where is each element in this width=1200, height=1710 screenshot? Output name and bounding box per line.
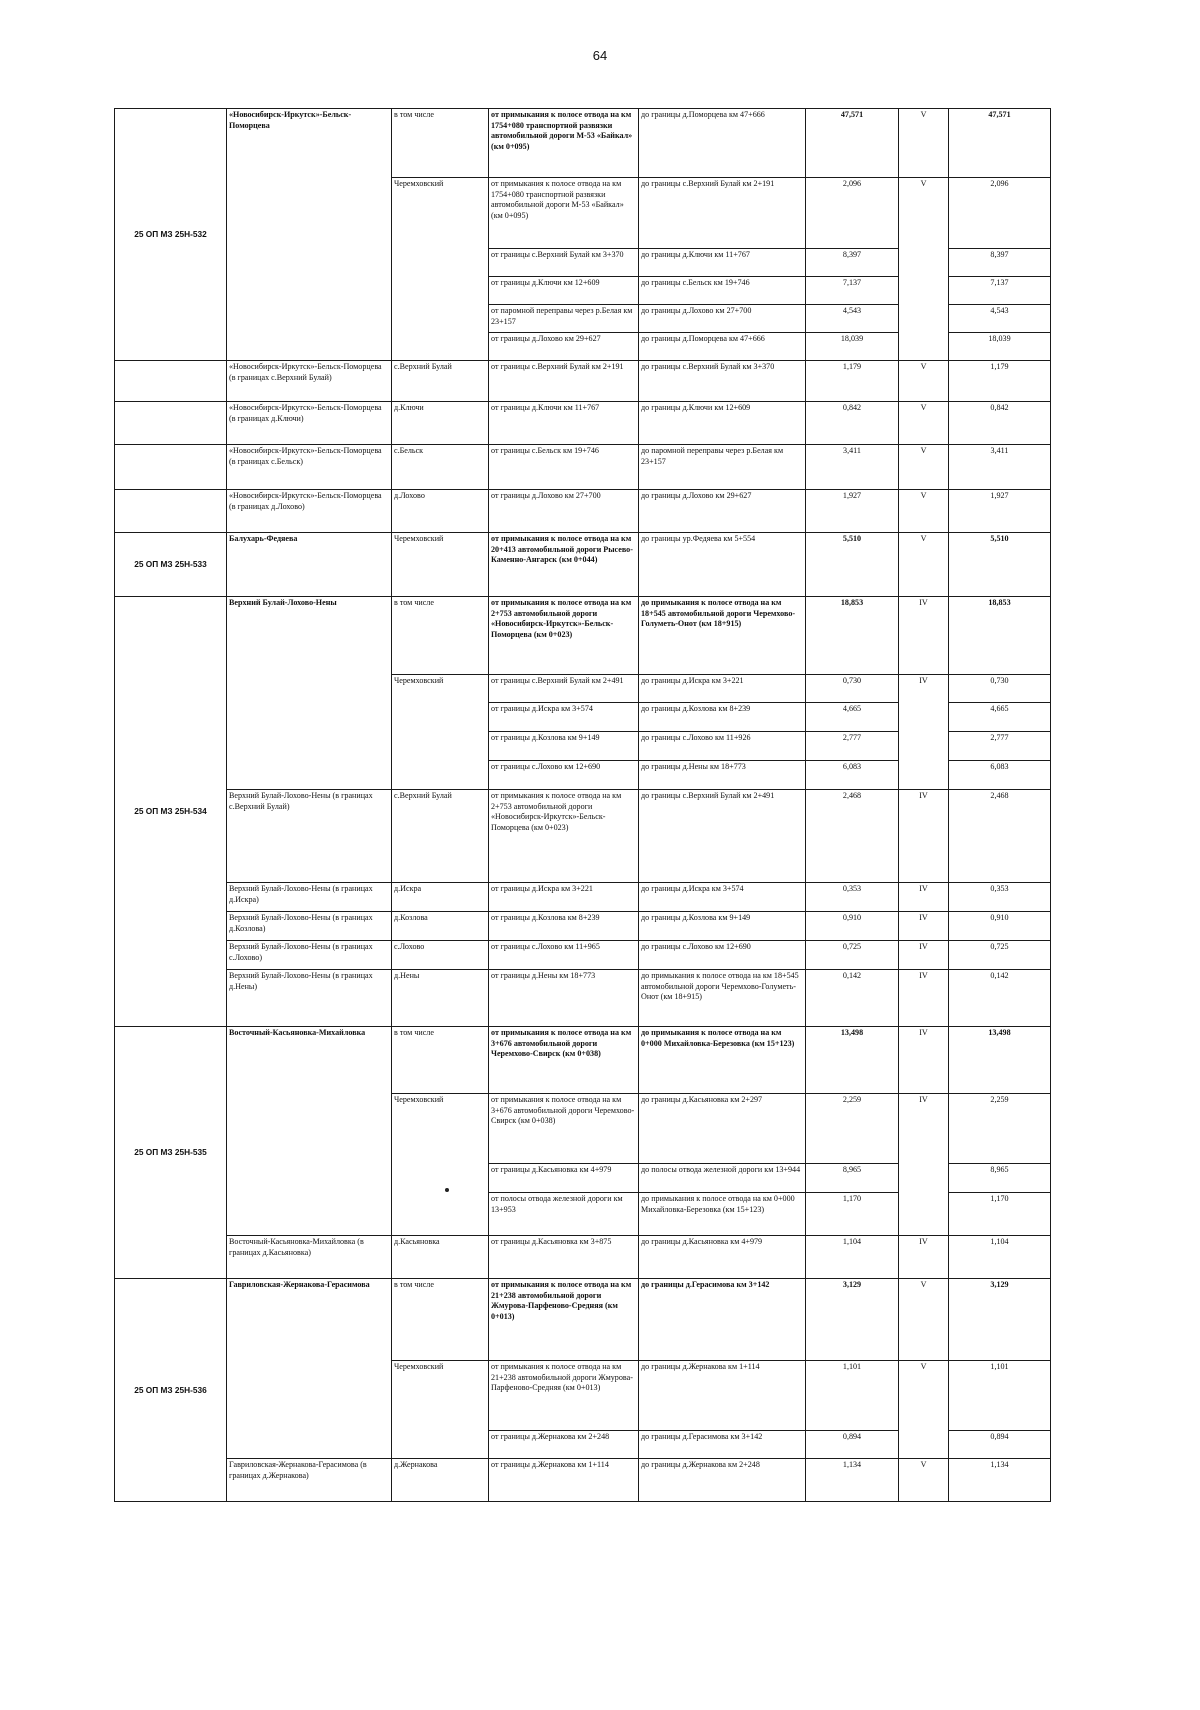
total: 0,353 (949, 883, 1051, 912)
segment-from: от паромной переправы через р.Белая км 23+157 (489, 305, 639, 333)
district: в том числе (392, 1279, 489, 1361)
category: IV (899, 1027, 949, 1094)
segment-from: от границы д.Лохово км 27+700 (489, 490, 639, 533)
total: 0,842 (949, 402, 1051, 445)
length: 0,725 (806, 941, 899, 970)
road-name: Верхний Булай-Лохово-Нены (в границах с.Верхний Булай) (227, 790, 392, 883)
segment-to: до границы д.Герасимова км 3+142 (639, 1279, 806, 1361)
segment-to: до примыкания к полосе отвода на км 0+000 Михайловка-Березовка (км 15+123) (639, 1193, 806, 1236)
table-row (115, 883, 1051, 912)
road-name: Верхний Булай-Лохово-Нены (в границах с.Лохово) (227, 941, 392, 970)
road-code: 25 ОП МЗ 25Н-535 (115, 1027, 227, 1279)
length: 18,039 (806, 333, 899, 361)
segment-to: до границы с.Лохово км 12+690 (639, 941, 806, 970)
district: Черемховский (392, 675, 489, 790)
segment-to: до границы д.Искра км 3+574 (639, 883, 806, 912)
category: IV (899, 1094, 949, 1236)
segment-to: до границы д.Касьяновка км 2+297 (639, 1094, 806, 1164)
category: V (899, 533, 949, 597)
segment-from: от примыкания к полосе отвода на км 21+238 автомобильной дороги Жмурова-Парфеново-Средняя (км 0+013) (489, 1361, 639, 1431)
category: IV (899, 883, 949, 912)
road-name: «Новосибирск-Иркутск»-Бельск-Поморцева (в границах д.Лохово) (227, 490, 392, 533)
segment-to: до границы д.Герасимова км 3+142 (639, 1431, 806, 1459)
length: 47,571 (806, 109, 899, 178)
district: в том числе (392, 109, 489, 178)
total: 2,259 (949, 1094, 1051, 1164)
length: 2,096 (806, 178, 899, 249)
segment-to: до границы д.Жернакова км 1+114 (639, 1361, 806, 1431)
road-name: Восточный-Касьяновка-Михайловка (в границах д.Касьяновка) (227, 1236, 392, 1279)
road-name: Верхний Булай-Лохово-Нены (в границах д.Искра) (227, 883, 392, 912)
segment-from: от границы д.Касьяновка км 3+875 (489, 1236, 639, 1279)
segment-from: от границы с.Лохово км 11+965 (489, 941, 639, 970)
district: д.Нены (392, 970, 489, 1027)
total: 0,725 (949, 941, 1051, 970)
segment-to: до границы д.Поморцева км 47+666 (639, 109, 806, 178)
length: 1,927 (806, 490, 899, 533)
road-name: Гавриловская-Жернакова-Герасимова (227, 1279, 392, 1459)
category: IV (899, 790, 949, 883)
segment-to: до границы д.Поморцева км 47+666 (639, 333, 806, 361)
total: 8,965 (949, 1164, 1051, 1193)
segment-to: до границы ур.Федяева км 5+554 (639, 533, 806, 597)
table-row (115, 1279, 1051, 1361)
length: 18,853 (806, 597, 899, 675)
district: д.Касьяновка (392, 1236, 489, 1279)
district: в том числе (392, 1027, 489, 1094)
segment-to: до границы д.Касьяновка км 4+979 (639, 1236, 806, 1279)
district: Черемховский (392, 1094, 489, 1236)
length: 1,104 (806, 1236, 899, 1279)
segment-from: от границы д.Жернакова км 2+248 (489, 1431, 639, 1459)
total: 1,101 (949, 1361, 1051, 1431)
length: 2,259 (806, 1094, 899, 1164)
length: 0,730 (806, 675, 899, 703)
road-name: Верхний Булай-Лохово-Нены (227, 597, 392, 790)
length: 2,468 (806, 790, 899, 883)
table-row (115, 109, 1051, 178)
road-name: Верхний Булай-Лохово-Нены (в границах д.Нены) (227, 970, 392, 1027)
category: V (899, 402, 949, 445)
segment-from: от границы д.Искра км 3+574 (489, 703, 639, 732)
district: в том числе (392, 597, 489, 675)
district: д.Лохово (392, 490, 489, 533)
segment-from: от границы д.Ключи км 11+767 (489, 402, 639, 445)
segment-to: до границы д.Искра км 3+221 (639, 675, 806, 703)
length: 13,498 (806, 1027, 899, 1094)
category: V (899, 1459, 949, 1502)
segment-from: от границы д.Нены км 18+773 (489, 970, 639, 1027)
total: 7,137 (949, 277, 1051, 305)
length: 7,137 (806, 277, 899, 305)
length: 3,411 (806, 445, 899, 490)
segment-to: до границы д.Лохово км 29+627 (639, 490, 806, 533)
total: 4,665 (949, 703, 1051, 732)
total: 1,170 (949, 1193, 1051, 1236)
segment-from: от границы д.Лохово км 29+627 (489, 333, 639, 361)
total: 5,510 (949, 533, 1051, 597)
total: 2,096 (949, 178, 1051, 249)
segment-to: до паромной переправы через р.Белая км 23+157 (639, 445, 806, 490)
total: 18,853 (949, 597, 1051, 675)
total: 47,571 (949, 109, 1051, 178)
segment-to: до границы д.Жернакова км 2+248 (639, 1459, 806, 1502)
segment-to: до примыкания к полосе отвода на км 18+545 автомобильной дороги Черемхово-Голуметь-Онот (км 18+915) (639, 597, 806, 675)
table-row (115, 597, 1051, 675)
length: 5,510 (806, 533, 899, 597)
segment-from: от примыкания к полосе отвода на км 1754+080 транспортной развязки автомобильной дороги М-53 «Байкал» (км 0+095) (489, 178, 639, 249)
stray-dot-mark (445, 1188, 449, 1192)
total: 0,910 (949, 912, 1051, 941)
segment-from: от примыкания к полосе отвода на км 3+676 автомобильной дороги Черемхово-Свирск (км 0+038) (489, 1094, 639, 1164)
segment-to: до границы с.Верхний Булай км 2+491 (639, 790, 806, 883)
segment-to: до границы с.Верхний Булай км 2+191 (639, 178, 806, 249)
length: 1,101 (806, 1361, 899, 1431)
category: V (899, 361, 949, 402)
road-code: 25 ОП МЗ 25Н-533 (115, 533, 227, 597)
category: IV (899, 912, 949, 941)
total: 1,927 (949, 490, 1051, 533)
category: V (899, 1279, 949, 1361)
table-row (115, 941, 1051, 970)
table-row (115, 970, 1051, 1027)
segment-from: от примыкания к полосе отвода на км 2+753 автомобильной дороги «Новосибирск-Иркутск»-Бельск-Поморцева (км 0+023) (489, 597, 639, 675)
district: д.Ключи (392, 402, 489, 445)
length: 0,142 (806, 970, 899, 1027)
total: 1,179 (949, 361, 1051, 402)
total: 2,468 (949, 790, 1051, 883)
length: 0,842 (806, 402, 899, 445)
total: 8,397 (949, 249, 1051, 277)
segment-from: от границы д.Жернакова км 1+114 (489, 1459, 639, 1502)
category: V (899, 109, 949, 178)
road-name: Балухарь-Федяева (227, 533, 392, 597)
segment-to: до примыкания к полосе отвода на км 18+545 автомобильной дороги Черемхово-Голуметь-Онот (км 18+915) (639, 970, 806, 1027)
road-name: «Новосибирск-Иркутск»-Бельск-Поморцева (в границах д.Ключи) (227, 402, 392, 445)
road-name: «Новосибирск-Иркутск»-Бельск-Поморцева (227, 109, 392, 361)
segment-to: до границы д.Козлова км 8+239 (639, 703, 806, 732)
district: с.Лохово (392, 941, 489, 970)
total: 3,129 (949, 1279, 1051, 1361)
total: 0,730 (949, 675, 1051, 703)
segment-to: до границы д.Лохово км 27+700 (639, 305, 806, 333)
district: Черемховский (392, 533, 489, 597)
segment-from: от примыкания к полосе отвода на км 20+413 автомобильной дороги Рысево-Каменно-Ангарск (км 0+044) (489, 533, 639, 597)
category: IV (899, 1236, 949, 1279)
length: 0,353 (806, 883, 899, 912)
length: 0,910 (806, 912, 899, 941)
road-name: «Новосибирск-Иркутск»-Бельск-Поморцева (в границах с.Верхний Булай) (227, 361, 392, 402)
length: 2,777 (806, 732, 899, 761)
segment-from: от границы д.Козлова км 8+239 (489, 912, 639, 941)
page-number: 64 (592, 48, 608, 63)
district: с.Верхний Булай (392, 361, 489, 402)
segment-from: от полосы отвода железной дороги км 13+953 (489, 1193, 639, 1236)
segment-to: до границы д.Нены км 18+773 (639, 761, 806, 790)
road-code: 25 ОП МЗ 25Н-532 (115, 109, 227, 361)
length: 4,665 (806, 703, 899, 732)
segment-from: от границы д.Козлова км 9+149 (489, 732, 639, 761)
total: 1,134 (949, 1459, 1051, 1502)
category: V (899, 445, 949, 490)
length: 8,965 (806, 1164, 899, 1193)
category: IV (899, 970, 949, 1027)
segment-to: до границы д.Ключи км 12+609 (639, 402, 806, 445)
total: 18,039 (949, 333, 1051, 361)
road-name: Восточный-Касьяновка-Михайловка (227, 1027, 392, 1236)
table-row (115, 1459, 1051, 1502)
table-row (115, 1027, 1051, 1094)
segment-from: от примыкания к полосе отвода на км 2+753 автомобильной дороги «Новосибирск-Иркутск»-Бельск-Поморцева (км 0+023) (489, 790, 639, 883)
district: д.Козлова (392, 912, 489, 941)
total: 13,498 (949, 1027, 1051, 1094)
segment-from: от границы с.Верхний Булай км 3+370 (489, 249, 639, 277)
length: 8,397 (806, 249, 899, 277)
segment-to: до границы с.Лохово км 11+926 (639, 732, 806, 761)
length: 1,134 (806, 1459, 899, 1502)
total: 2,777 (949, 732, 1051, 761)
segment-to: до границы с.Бельск км 19+746 (639, 277, 806, 305)
segment-from: от границы д.Ключи км 12+609 (489, 277, 639, 305)
table-row (115, 402, 1051, 445)
road-name: Гавриловская-Жернакова-Герасимова (в границах д.Жернакова) (227, 1459, 392, 1502)
table-row (115, 490, 1051, 533)
segment-from: от границы д.Касьяновка км 4+979 (489, 1164, 639, 1193)
segment-to: до полосы отвода железной дороги км 13+944 (639, 1164, 806, 1193)
district: с.Бельск (392, 445, 489, 490)
category: IV (899, 941, 949, 970)
category: V (899, 178, 949, 361)
segment-from: от примыкания к полосе отвода на км 1754+080 транспортной развязки автомобильной дороги М-53 «Байкал» (км 0+095) (489, 109, 639, 178)
segment-from: от границы с.Лохово км 12+690 (489, 761, 639, 790)
category: IV (899, 675, 949, 790)
district: д.Искра (392, 883, 489, 912)
total: 1,104 (949, 1236, 1051, 1279)
table-row (115, 445, 1051, 490)
table-row (115, 790, 1051, 883)
category: IV (899, 597, 949, 675)
segment-to: до границы д.Козлова км 9+149 (639, 912, 806, 941)
table-row (115, 912, 1051, 941)
road-name: Верхний Булай-Лохово-Нены (в границах д.Козлова) (227, 912, 392, 941)
road-code: 25 ОП МЗ 25Н-534 (115, 597, 227, 1027)
road-code: 25 ОП МЗ 25Н-536 (115, 1279, 227, 1502)
length: 4,543 (806, 305, 899, 333)
length: 0,894 (806, 1431, 899, 1459)
segment-to: до примыкания к полосе отвода на км 0+000 Михайловка-Березовка (км 15+123) (639, 1027, 806, 1094)
roads-table (114, 108, 1051, 1502)
table-row (115, 1236, 1051, 1279)
segment-to: до границы д.Ключи км 11+767 (639, 249, 806, 277)
district: Черемховский (392, 1361, 489, 1459)
district: с.Верхний Булай (392, 790, 489, 883)
segment-from: от границы с.Бельск км 19+746 (489, 445, 639, 490)
table-row (115, 533, 1051, 597)
segment-from: от примыкания к полосе отвода на км 3+676 автомобильной дороги Черемхово-Свирск (км 0+038) (489, 1027, 639, 1094)
total: 4,543 (949, 305, 1051, 333)
category: V (899, 490, 949, 533)
district: Черемховский (392, 178, 489, 361)
segment-to: до границы с.Верхний Булай км 3+370 (639, 361, 806, 402)
category: V (899, 1361, 949, 1459)
table-row (115, 361, 1051, 402)
length: 3,129 (806, 1279, 899, 1361)
total: 6,083 (949, 761, 1051, 790)
segment-from: от границы с.Верхний Булай км 2+191 (489, 361, 639, 402)
length: 6,083 (806, 761, 899, 790)
length: 1,179 (806, 361, 899, 402)
total: 3,411 (949, 445, 1051, 490)
total: 0,894 (949, 1431, 1051, 1459)
district: д.Жернакова (392, 1459, 489, 1502)
segment-from: от границы д.Искра км 3+221 (489, 883, 639, 912)
length: 1,170 (806, 1193, 899, 1236)
total: 0,142 (949, 970, 1051, 1027)
segment-from: от примыкания к полосе отвода на км 21+238 автомобильной дороги Жмурова-Парфеново-Средняя (км 0+013) (489, 1279, 639, 1361)
segment-from: от границы с.Верхний Булай км 2+491 (489, 675, 639, 703)
road-name: «Новосибирск-Иркутск»-Бельск-Поморцева (в границах с.Бельск) (227, 445, 392, 490)
